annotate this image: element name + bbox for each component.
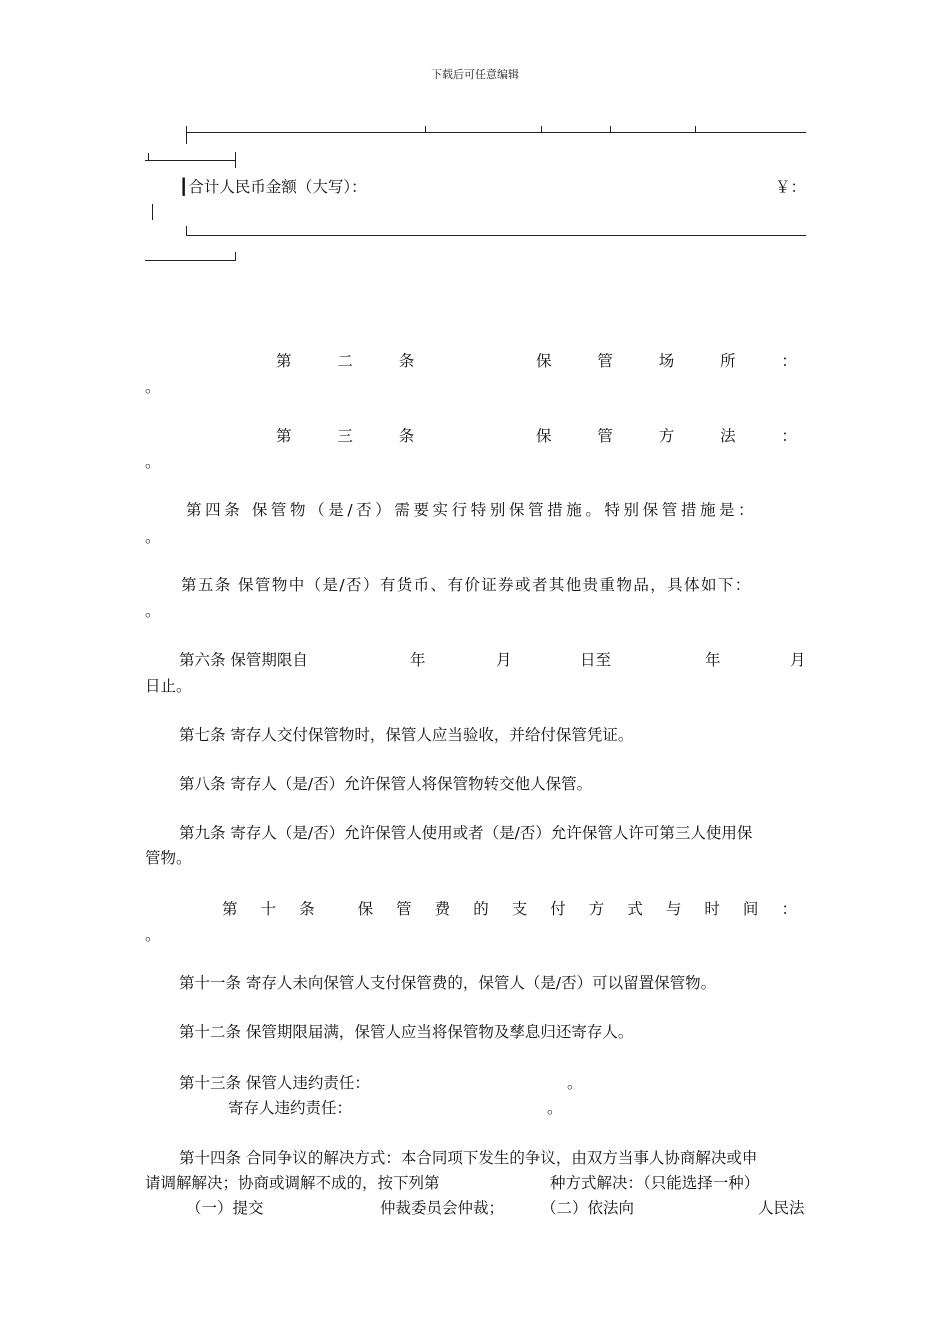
table-column-tick xyxy=(695,126,696,133)
article-3-char: 管 xyxy=(597,427,613,445)
article-3-char: 三 xyxy=(337,427,353,445)
article-3-line xyxy=(276,425,797,447)
article-13-custodian-liability: 第十三条 保管人违约责任： xyxy=(179,1074,370,1092)
article-10-char: 第 xyxy=(222,900,238,918)
article-6-day-to: 日至 xyxy=(580,651,612,669)
table-row-border xyxy=(145,160,236,161)
article-6-month: 月 xyxy=(496,651,512,669)
article-10-char: 式 xyxy=(627,900,643,918)
article-13-blank-end-2: 。 xyxy=(547,1099,563,1117)
article-2-char: 所 xyxy=(720,352,736,370)
article-7-text: 第七条 寄存人交付保管物时，保管人应当验收，并给付保管凭证。 xyxy=(179,726,634,744)
article-4-text: 第四条 保管物（是/否）需要实行特别保管措施。特别保管措施是： xyxy=(186,501,758,519)
article-3-char: 条 xyxy=(398,427,415,445)
article-13-blank-end: 。 xyxy=(567,1074,583,1092)
article-10-char: 管 xyxy=(396,900,412,918)
article-10-char: 间 xyxy=(742,900,759,918)
table-bottom-border-cont xyxy=(145,260,236,261)
page-header: 下载后可任意编辑 xyxy=(431,68,519,81)
table-column-tick xyxy=(425,126,426,133)
article-2-char: 二 xyxy=(337,352,353,370)
article-6-year-end: 年 xyxy=(705,651,721,669)
table-row-tick xyxy=(148,153,149,161)
article-10-line xyxy=(222,898,797,920)
article-14-option-1a: （一）提交 xyxy=(186,1199,264,1217)
article-2-char: 管 xyxy=(597,352,613,370)
table-left-tick xyxy=(186,126,187,144)
article-6-month-end: 月 xyxy=(790,651,806,669)
article-10-char: 的 xyxy=(473,900,489,918)
article-10-blank-end: 。 xyxy=(145,926,161,944)
article-8-text: 第八条 寄存人（是/否）允许保管人将保管物转交他人保管。 xyxy=(179,775,593,793)
article-10-char: 方 xyxy=(588,900,605,918)
article-14-option-2a: （二）依法向 xyxy=(541,1199,635,1217)
article-13-depositor-liability: 寄存人违约责任： xyxy=(228,1099,353,1117)
article-14-line-2b: 种方式解决：（只能选择一种） xyxy=(550,1174,760,1192)
total-amount-label: ┃合计人民币金额（大写）： xyxy=(179,178,367,196)
article-2-char: 保 xyxy=(536,352,552,370)
article-5-text: 第五条 保管物中（是/否）有货币、有价证券或者其他贵重物品，具体如下： xyxy=(181,576,752,594)
article-10-char: 时 xyxy=(704,900,720,918)
currency-symbol: ￥： xyxy=(775,178,807,196)
article-3-blank-end: 。 xyxy=(145,453,161,471)
article-3-char: 保 xyxy=(536,427,552,445)
article-12-text: 第十二条 保管期限届满，保管人应当将保管物及孳息归还寄存人。 xyxy=(179,1023,634,1041)
article-2-blank-end: 。 xyxy=(145,378,161,396)
article-2-char: 条 xyxy=(398,352,415,370)
table-column-tick xyxy=(610,126,611,133)
table-top-border xyxy=(186,132,806,133)
article-2-char: 第 xyxy=(276,352,292,370)
article-3-char: 方 xyxy=(658,427,675,445)
table-column-tick xyxy=(541,126,542,133)
article-2-char: ： xyxy=(781,352,797,370)
article-10-char: 付 xyxy=(550,900,566,918)
article-11-text: 第十一条 寄存人未向保管人支付保管费的，保管人（是/否）可以留置保管物。 xyxy=(179,974,717,992)
article-14-line-1: 第十四条 合同争议的解决方式：本合同项下发生的争议，由双方当事人协商解决或申 xyxy=(179,1149,758,1167)
article-14-option-2b: 人民法 xyxy=(758,1199,805,1217)
article-10-char: 保 xyxy=(357,900,374,918)
article-14-line-2a: 请调解解决；协商或调解不成的，按下列第 xyxy=(145,1174,440,1192)
table-row-tick xyxy=(235,152,236,168)
article-14-option-1b: 仲裁委员会仲裁； xyxy=(380,1199,505,1217)
table-bottom-corner xyxy=(235,252,236,261)
article-9-line-1: 第九条 寄存人（是/否）允许保管人使用或者（是/否）允许保管人许可第三人使用保 xyxy=(179,824,753,842)
article-6-start: 第六条 保管期限自 xyxy=(179,651,308,669)
article-6-end: 日止。 xyxy=(145,677,192,695)
article-2-line xyxy=(276,350,797,372)
article-3-char: ： xyxy=(781,427,797,445)
article-10-char: 十 xyxy=(260,900,277,918)
article-10-char: 条 xyxy=(299,900,315,918)
article-9-line-2: 管物。 xyxy=(145,849,192,867)
article-10-char: 费 xyxy=(434,900,451,918)
article-10-char: 支 xyxy=(511,900,528,918)
article-6-year: 年 xyxy=(410,651,426,669)
table-left-border xyxy=(152,204,153,220)
article-2-char: 场 xyxy=(658,352,675,370)
article-3-char: 法 xyxy=(720,427,736,445)
article-3-char: 第 xyxy=(276,427,292,445)
article-5-blank-end: 。 xyxy=(145,602,161,620)
article-10-char: 与 xyxy=(665,900,682,918)
table-bottom-border xyxy=(186,235,806,236)
article-4-blank-end: 。 xyxy=(145,528,161,546)
article-10-char: ： xyxy=(781,900,797,918)
